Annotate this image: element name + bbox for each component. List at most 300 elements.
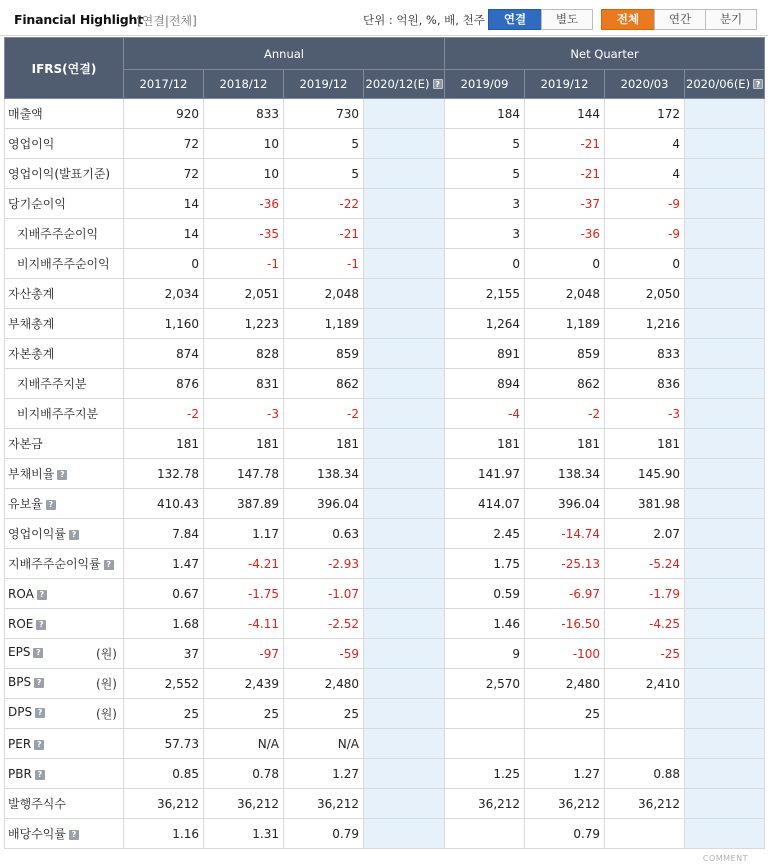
table-cell: 25 — [124, 699, 204, 729]
table-cell: -2 — [124, 399, 204, 429]
table-cell: -14.74 — [525, 519, 605, 549]
help-icon[interactable]: ? — [34, 740, 44, 750]
table-cell — [364, 789, 445, 819]
table-row — [5, 369, 765, 399]
table-cell: -97 — [204, 639, 284, 669]
table-cell: 859 — [284, 339, 364, 369]
table-cell: 1.46 — [445, 609, 525, 639]
table-cell — [364, 399, 445, 429]
row-label-text: DPS — [8, 705, 33, 719]
row-label — [5, 309, 124, 339]
table-cell: -2.52 — [284, 609, 364, 639]
row-label — [5, 519, 124, 549]
table-cell: 833 — [204, 99, 284, 129]
table-cell: 14 — [124, 219, 204, 249]
column-header-label: 2020/06(E) — [686, 77, 751, 91]
table-cell — [364, 819, 445, 849]
quarter-group-header: Net Quarter — [445, 38, 765, 70]
period-annual-button[interactable]: 연간 — [654, 9, 706, 30]
table-cell: 1.75 — [445, 549, 525, 579]
table-cell: 14 — [124, 189, 204, 219]
column-header-label: 2019/12 — [299, 77, 348, 91]
table-cell: -25 — [605, 639, 685, 669]
row-label-text: 영업이익 — [8, 137, 55, 151]
row-label-text: 지배주주순이익 — [17, 227, 99, 241]
table-cell — [685, 219, 765, 249]
unit-label: 단위 : 억원, %, 배, 천주 — [363, 13, 485, 27]
column-header — [605, 70, 685, 99]
table-cell: 2.07 — [605, 519, 685, 549]
table-cell — [685, 279, 765, 309]
table-cell — [685, 609, 765, 639]
table-cell: 0.85 — [124, 759, 204, 789]
table-row — [5, 699, 765, 729]
table-cell: -21 — [525, 129, 605, 159]
table-cell: 37 — [124, 639, 204, 669]
row-label-text: 배당수익률 — [8, 827, 66, 841]
row-label-text: PBR — [8, 766, 32, 781]
table-cell: 381.98 — [605, 489, 685, 519]
table-row — [5, 729, 765, 759]
column-header-label: 2020/12(E) — [365, 77, 430, 91]
table-cell: 1.25 — [445, 759, 525, 789]
row-label-text: 유보율 — [8, 497, 43, 511]
row-label-text: 발행주식수 — [8, 797, 66, 811]
table-cell: 181 — [445, 429, 525, 459]
table-cell: 181 — [284, 429, 364, 459]
table-cell — [605, 729, 685, 759]
table-row — [5, 99, 765, 129]
table-row — [5, 519, 765, 549]
table-cell — [685, 819, 765, 849]
table-cell: 0 — [525, 249, 605, 279]
row-unit: (원) — [96, 677, 117, 691]
row-label-text: 비지배주주순이익 — [17, 257, 110, 271]
panel-header — [0, 0, 768, 36]
table-cell — [364, 759, 445, 789]
table-cell: 145.90 — [605, 459, 685, 489]
table-cell: 2,155 — [445, 279, 525, 309]
table-row — [5, 789, 765, 819]
row-label-text: 당기순이익 — [8, 197, 66, 211]
table-cell — [525, 729, 605, 759]
help-icon[interactable]: ? — [34, 678, 44, 688]
row-label-text: 영업이익률 — [8, 527, 66, 541]
table-cell — [364, 669, 445, 699]
table-cell: 1.68 — [124, 609, 204, 639]
table-cell: 1.31 — [204, 819, 284, 849]
table-cell: 172 — [605, 99, 685, 129]
table-cell: 828 — [204, 339, 284, 369]
table-cell — [364, 519, 445, 549]
separate-button[interactable]: 별도 — [541, 9, 593, 30]
table-cell — [685, 129, 765, 159]
table-row — [5, 819, 765, 849]
column-header-label: 2017/12 — [139, 77, 188, 91]
row-label — [5, 279, 124, 309]
table-cell: 831 — [204, 369, 284, 399]
table-cell: -21 — [525, 159, 605, 189]
table-cell: 410.43 — [124, 489, 204, 519]
table-cell: 0 — [605, 249, 685, 279]
table-cell — [364, 159, 445, 189]
table-cell: 833 — [605, 339, 685, 369]
table-cell: -21 — [284, 219, 364, 249]
table-cell: 25 — [204, 699, 284, 729]
help-icon[interactable]: ? — [57, 470, 67, 480]
table-cell: 144 — [525, 99, 605, 129]
table-cell: 1,160 — [124, 309, 204, 339]
table-cell: 36,212 — [525, 789, 605, 819]
table-row — [5, 489, 765, 519]
table-cell — [685, 429, 765, 459]
row-label-text: 부채총계 — [8, 317, 55, 331]
table-cell: 132.78 — [124, 459, 204, 489]
table-cell: 2,048 — [525, 279, 605, 309]
table-cell: -4.11 — [204, 609, 284, 639]
row-label — [5, 819, 124, 849]
table-cell — [364, 549, 445, 579]
row-label — [5, 399, 124, 429]
row-label — [5, 339, 124, 369]
row-label — [5, 609, 124, 639]
table-cell — [364, 369, 445, 399]
table-cell: 1,189 — [284, 309, 364, 339]
table-cell — [685, 339, 765, 369]
table-cell: 1.27 — [525, 759, 605, 789]
table-row — [5, 219, 765, 249]
table-cell: 3 — [445, 219, 525, 249]
help-icon[interactable]: ? — [46, 500, 56, 510]
table-cell: 10 — [204, 159, 284, 189]
table-cell: 141.97 — [445, 459, 525, 489]
row-label-text: 자산총계 — [8, 287, 55, 301]
table-corner-label: IFRS(연결) — [5, 38, 124, 99]
table-cell — [364, 309, 445, 339]
table-cell: -36 — [204, 189, 284, 219]
table-cell: 138.34 — [525, 459, 605, 489]
table-cell: 138.34 — [284, 459, 364, 489]
table-cell — [364, 429, 445, 459]
table-cell: 184 — [445, 99, 525, 129]
table-cell: 414.07 — [445, 489, 525, 519]
row-label — [5, 639, 124, 669]
table-cell: 36,212 — [445, 789, 525, 819]
panel-subtitle: [연결|전체] — [137, 14, 197, 28]
table-cell: 1,216 — [605, 309, 685, 339]
table-cell: 2,410 — [605, 669, 685, 699]
table-cell: 10 — [204, 129, 284, 159]
table-cell: 1,264 — [445, 309, 525, 339]
table-row — [5, 579, 765, 609]
help-icon[interactable]: ? — [69, 830, 79, 840]
table-cell: 3 — [445, 189, 525, 219]
table-cell: 5 — [445, 129, 525, 159]
table-cell — [364, 639, 445, 669]
help-icon[interactable]: ? — [37, 590, 47, 600]
table-cell: -59 — [284, 639, 364, 669]
table-cell: 181 — [525, 429, 605, 459]
column-header-label: 2018/12 — [219, 77, 268, 91]
row-label — [5, 189, 124, 219]
table-cell: -1.75 — [204, 579, 284, 609]
table-cell: 36,212 — [204, 789, 284, 819]
table-row — [5, 129, 765, 159]
table-cell — [364, 459, 445, 489]
row-unit: (원) — [96, 647, 117, 661]
table-cell: 2,439 — [204, 669, 284, 699]
table-cell: 0 — [445, 249, 525, 279]
table-cell: 0.79 — [525, 819, 605, 849]
table-cell: -2 — [284, 399, 364, 429]
table-cell: -36 — [525, 219, 605, 249]
table-cell: 5 — [284, 129, 364, 159]
table-cell: -3 — [204, 399, 284, 429]
table-cell — [685, 399, 765, 429]
table-cell: -4 — [445, 399, 525, 429]
table-cell: 396.04 — [525, 489, 605, 519]
table-cell — [445, 819, 525, 849]
row-label — [5, 429, 124, 459]
row-label-text: ROA — [8, 586, 34, 601]
table-body — [5, 99, 765, 849]
column-header — [525, 70, 605, 99]
column-header — [284, 70, 364, 99]
row-label-text: 자본금 — [8, 437, 43, 451]
table-cell: 2,034 — [124, 279, 204, 309]
table-cell: 36,212 — [605, 789, 685, 819]
table-cell — [364, 279, 445, 309]
table-cell: 836 — [605, 369, 685, 399]
table-cell: 36,212 — [284, 789, 364, 819]
table-cell: -2 — [525, 399, 605, 429]
table-cell: 920 — [124, 99, 204, 129]
table-cell — [685, 759, 765, 789]
table-cell — [445, 699, 525, 729]
column-header-label: 2020/03 — [620, 77, 669, 91]
table-cell — [685, 699, 765, 729]
table-cell — [685, 639, 765, 669]
table-cell: 862 — [525, 369, 605, 399]
consolidated-button[interactable]: 연결 — [488, 9, 542, 30]
panel-title: Financial Highlight — [14, 12, 144, 27]
row-label-text: PER — [8, 736, 32, 751]
table-cell: -4.21 — [204, 549, 284, 579]
table-cell — [364, 729, 445, 759]
table-cell: 7.84 — [124, 519, 204, 549]
table-cell — [685, 159, 765, 189]
table-cell: 4 — [605, 159, 685, 189]
table-cell — [685, 189, 765, 219]
table-cell: 1,189 — [525, 309, 605, 339]
table-cell: 862 — [284, 369, 364, 399]
table-row — [5, 159, 765, 189]
help-icon[interactable]: ? — [69, 530, 79, 540]
table-cell — [364, 99, 445, 129]
table-cell: -35 — [204, 219, 284, 249]
table-row — [5, 459, 765, 489]
table-row — [5, 759, 765, 789]
table-cell — [364, 249, 445, 279]
row-label — [5, 459, 124, 489]
row-label — [5, 249, 124, 279]
table-cell — [685, 99, 765, 129]
help-icon[interactable]: ? — [33, 648, 43, 658]
table-cell: 2,480 — [525, 669, 605, 699]
column-header — [364, 70, 445, 99]
table-cell — [445, 729, 525, 759]
table-row — [5, 399, 765, 429]
row-label — [5, 489, 124, 519]
table-cell: 2,051 — [204, 279, 284, 309]
table-cell: 894 — [445, 369, 525, 399]
table-row — [5, 309, 765, 339]
help-icon[interactable]: ? — [753, 79, 763, 89]
table-cell: 72 — [124, 159, 204, 189]
table-cell: -5.24 — [605, 549, 685, 579]
table-cell: -100 — [525, 639, 605, 669]
table-cell: 5 — [284, 159, 364, 189]
row-label-text: 부채비율 — [8, 467, 55, 481]
table-cell: 891 — [445, 339, 525, 369]
row-label-text: 매출액 — [8, 107, 43, 121]
table-cell — [685, 489, 765, 519]
table-cell: 2,050 — [605, 279, 685, 309]
table-cell: 181 — [204, 429, 284, 459]
table-cell — [685, 789, 765, 819]
table-cell — [364, 129, 445, 159]
table-cell: -16.50 — [525, 609, 605, 639]
table-cell — [364, 699, 445, 729]
row-label-text: EPS — [8, 645, 31, 659]
table-row — [5, 279, 765, 309]
row-label-text: 지배주주순이익률 — [8, 557, 101, 571]
row-label — [5, 219, 124, 249]
table-row — [5, 609, 765, 639]
table-cell: -9 — [605, 189, 685, 219]
table-cell: 181 — [124, 429, 204, 459]
table-cell: 36,212 — [124, 789, 204, 819]
table-row — [5, 429, 765, 459]
table-cell — [364, 339, 445, 369]
row-label — [5, 579, 124, 609]
row-label — [5, 369, 124, 399]
table-cell: N/A — [204, 729, 284, 759]
table-row — [5, 339, 765, 369]
table-cell: 2,552 — [124, 669, 204, 699]
table-cell — [685, 549, 765, 579]
table-cell: 2,480 — [284, 669, 364, 699]
row-label — [5, 159, 124, 189]
table-cell: 57.73 — [124, 729, 204, 759]
help-icon[interactable]: ? — [35, 770, 45, 780]
table-cell: 0.88 — [605, 759, 685, 789]
table-cell: N/A — [284, 729, 364, 759]
table-cell — [685, 669, 765, 699]
table-cell: 1.27 — [284, 759, 364, 789]
table-cell: -6.97 — [525, 579, 605, 609]
table-cell: -3 — [605, 399, 685, 429]
table-cell: 859 — [525, 339, 605, 369]
table-cell: -25.13 — [525, 549, 605, 579]
row-label — [5, 729, 124, 759]
table-cell: 0.79 — [284, 819, 364, 849]
table-cell: -2.93 — [284, 549, 364, 579]
period-quarter-button[interactable]: 분기 — [705, 9, 757, 30]
table-cell: 25 — [525, 699, 605, 729]
table-cell: 1.16 — [124, 819, 204, 849]
table-cell: 387.89 — [204, 489, 284, 519]
table-cell: 25 — [284, 699, 364, 729]
table-cell — [685, 459, 765, 489]
row-label-text: 영업이익(발표기준) — [8, 167, 111, 181]
table-cell — [685, 519, 765, 549]
financial-table — [4, 37, 765, 849]
table-cell: 181 — [605, 429, 685, 459]
row-label — [5, 549, 124, 579]
table-cell — [364, 609, 445, 639]
table-row — [5, 189, 765, 219]
table-cell: 1,223 — [204, 309, 284, 339]
table-cell — [605, 699, 685, 729]
column-header-label: 2019/12 — [540, 77, 589, 91]
table-cell: 5 — [445, 159, 525, 189]
table-cell — [685, 579, 765, 609]
table-cell — [685, 369, 765, 399]
row-label — [5, 699, 124, 729]
row-label — [5, 789, 124, 819]
table-cell — [364, 219, 445, 249]
row-label-text: BPS — [8, 675, 32, 689]
table-cell: -22 — [284, 189, 364, 219]
table-row — [5, 249, 765, 279]
row-label — [5, 669, 124, 699]
row-label-text: ROE — [8, 616, 34, 631]
table-cell: 2.45 — [445, 519, 525, 549]
table-row — [5, 669, 765, 699]
table-cell: 0.59 — [445, 579, 525, 609]
row-label — [5, 129, 124, 159]
annual-group-header: Annual — [124, 38, 445, 70]
column-header-label: 2019/09 — [460, 77, 509, 91]
help-icon[interactable]: ? — [104, 560, 114, 570]
row-label — [5, 759, 124, 789]
table-cell: -1 — [284, 249, 364, 279]
column-header — [124, 70, 204, 99]
table-cell: 2,048 — [284, 279, 364, 309]
table-cell: 0 — [124, 249, 204, 279]
table-cell: 0.63 — [284, 519, 364, 549]
table-cell — [364, 579, 445, 609]
help-icon[interactable]: ? — [433, 79, 443, 89]
table-cell: 0.67 — [124, 579, 204, 609]
period-all-button[interactable]: 전체 — [601, 9, 655, 30]
table-cell: -9 — [605, 219, 685, 249]
column-header — [445, 70, 525, 99]
table-cell: 874 — [124, 339, 204, 369]
row-label-text: 비지배주주지분 — [17, 407, 99, 421]
row-label — [5, 99, 124, 129]
table-cell: -1.07 — [284, 579, 364, 609]
table-cell: 0.78 — [204, 759, 284, 789]
help-icon[interactable]: ? — [35, 708, 45, 718]
table-cell: 147.78 — [204, 459, 284, 489]
table-cell: 396.04 — [284, 489, 364, 519]
table-row — [5, 639, 765, 669]
column-header — [204, 70, 284, 99]
table-cell — [364, 489, 445, 519]
help-icon[interactable]: ? — [36, 620, 46, 630]
